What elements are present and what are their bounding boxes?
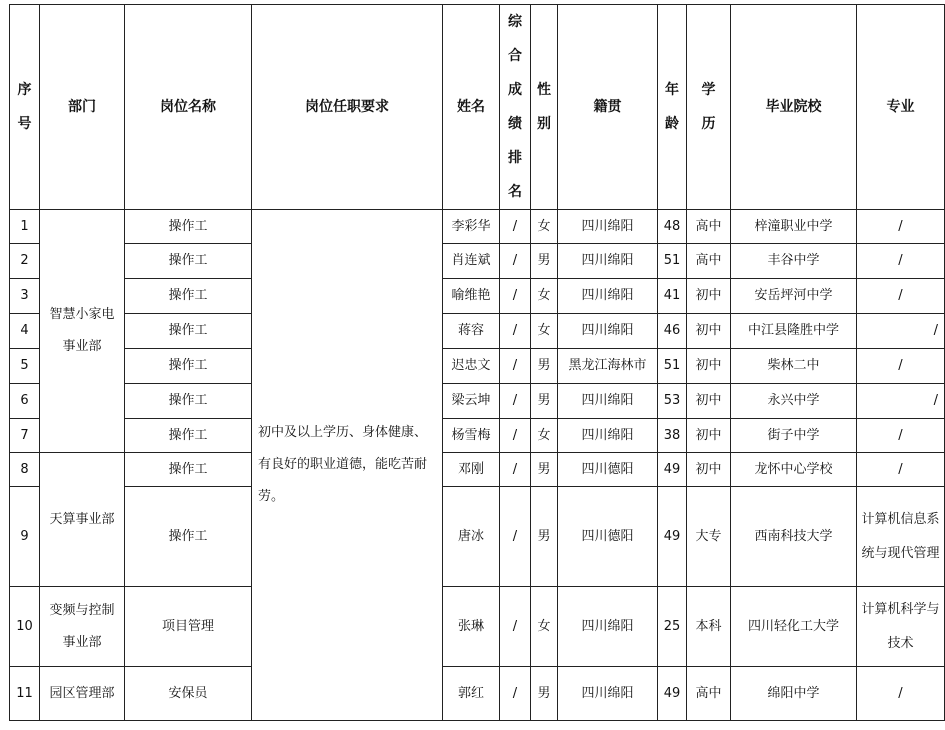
cell-origin: 四川绵阳	[558, 210, 658, 244]
cell-name: 杨雪梅	[443, 419, 500, 453]
header-major: 专业	[857, 5, 945, 210]
cell-position: 操作工	[125, 244, 252, 279]
header-dept: 部门	[40, 5, 125, 210]
cell-gender: 男	[531, 487, 558, 587]
cell-major: /	[857, 419, 945, 453]
cell-name: 李彩华	[443, 210, 500, 244]
cell-rank: /	[500, 279, 531, 314]
cell-major: /	[857, 210, 945, 244]
cell-edu: 初中	[687, 419, 731, 453]
table-row	[10, 349, 945, 384]
table-row	[10, 667, 945, 721]
cell-name: 张琳	[443, 587, 500, 667]
major-text: 计算机信息系统与现代管理	[861, 511, 940, 561]
table-row	[10, 419, 945, 453]
header-position: 岗位名称	[125, 5, 252, 210]
cell-edu: 本科	[687, 587, 731, 667]
header-rank	[500, 5, 531, 210]
cell-position: 操作工	[125, 349, 252, 384]
cell-edu: 高中	[687, 667, 731, 721]
cell-age: 38	[658, 419, 687, 453]
cell-rank: /	[500, 487, 531, 587]
cell-seq: 3	[10, 279, 40, 314]
staff-table	[9, 4, 945, 721]
table-row	[10, 487, 945, 587]
cell-edu: 初中	[687, 453, 731, 487]
cell-major: /	[857, 667, 945, 721]
header-row	[10, 5, 945, 210]
cell-name: 邓刚	[443, 453, 500, 487]
cell-age: 49	[658, 453, 687, 487]
header-seq	[10, 5, 40, 210]
cell-seq: 2	[10, 244, 40, 279]
cell-name: 郭红	[443, 667, 500, 721]
table-row	[10, 587, 945, 667]
cell-age: 49	[658, 667, 687, 721]
cell-gender: 男	[531, 244, 558, 279]
cell-seq: 5	[10, 349, 40, 384]
cell-seq: 7	[10, 419, 40, 453]
cell-gender: 男	[531, 453, 558, 487]
cell-origin: 四川德阳	[558, 453, 658, 487]
cell-rank: /	[500, 314, 531, 349]
cell-major: /	[857, 349, 945, 384]
cell-name: 蒋容	[443, 314, 500, 349]
cell-seq: 4	[10, 314, 40, 349]
cell-school: 丰谷中学	[731, 244, 857, 279]
cell-origin: 四川绵阳	[558, 384, 658, 419]
cell-name: 喻维艳	[443, 279, 500, 314]
cell-origin: 四川绵阳	[558, 314, 658, 349]
cell-name: 唐冰	[443, 487, 500, 587]
header-rank-label: 综合成绩排名	[508, 14, 522, 200]
cell-gender: 女	[531, 210, 558, 244]
cell-origin: 四川绵阳	[558, 667, 658, 721]
cell-seq: 11	[10, 667, 40, 721]
cell-edu: 初中	[687, 349, 731, 384]
cell-seq: 6	[10, 384, 40, 419]
cell-gender: 男	[531, 349, 558, 384]
cell-age: 48	[658, 210, 687, 244]
header-edu	[687, 5, 731, 210]
cell-age: 53	[658, 384, 687, 419]
cell-major	[857, 487, 945, 587]
cell-position: 操作工	[125, 453, 252, 487]
cell-position: 操作工	[125, 419, 252, 453]
cell-dept: 园区管理部	[40, 667, 125, 721]
header-gender-label: 性别	[537, 82, 551, 132]
table-row	[10, 453, 945, 487]
cell-school: 中江县隆胜中学	[731, 314, 857, 349]
cell-gender: 男	[531, 384, 558, 419]
cell-edu: 初中	[687, 279, 731, 314]
header-age-label: 年龄	[665, 82, 679, 132]
header-name: 姓名	[443, 5, 500, 210]
cell-position: 操作工	[125, 279, 252, 314]
dept-label: 变频与控制事业部	[49, 602, 115, 650]
dept-label: 智慧小家电事业部	[49, 307, 115, 354]
cell-age: 25	[658, 587, 687, 667]
cell-rank: /	[500, 384, 531, 419]
cell-position: 项目管理	[125, 587, 252, 667]
cell-major: /	[857, 314, 945, 349]
cell-edu: 大专	[687, 487, 731, 587]
cell-position: 操作工	[125, 210, 252, 244]
cell-origin: 四川绵阳	[558, 244, 658, 279]
cell-school: 安岳坪河中学	[731, 279, 857, 314]
cell-origin: 四川绵阳	[558, 279, 658, 314]
staff-table-container	[9, 4, 945, 721]
major-text: 计算机科学与技术	[861, 601, 940, 651]
cell-major: /	[857, 244, 945, 279]
cell-rank: /	[500, 210, 531, 244]
cell-position: 操作工	[125, 314, 252, 349]
cell-edu: 高中	[687, 244, 731, 279]
cell-dept	[40, 210, 125, 453]
cell-dept: 天算事业部	[40, 453, 125, 587]
header-origin: 籍贯	[558, 5, 658, 210]
cell-school: 西南科技大学	[731, 487, 857, 587]
cell-school: 四川轻化工大学	[731, 587, 857, 667]
cell-major: /	[857, 384, 945, 419]
cell-school: 柴林二中	[731, 349, 857, 384]
cell-age: 41	[658, 279, 687, 314]
cell-origin: 四川德阳	[558, 487, 658, 587]
cell-gender: 女	[531, 314, 558, 349]
cell-rank: /	[500, 587, 531, 667]
cell-origin: 四川绵阳	[558, 419, 658, 453]
cell-edu: 初中	[687, 384, 731, 419]
cell-school: 绵阳中学	[731, 667, 857, 721]
cell-age: 51	[658, 244, 687, 279]
cell-edu: 初中	[687, 314, 731, 349]
cell-rank: /	[500, 349, 531, 384]
cell-requirement: 初中及以上学历、身体健康、有良好的职业道德，能吃苦耐劳。	[252, 210, 443, 721]
cell-seq: 10	[10, 587, 40, 667]
cell-gender: 女	[531, 279, 558, 314]
table-row	[10, 244, 945, 279]
cell-name: 梁云坤	[443, 384, 500, 419]
cell-seq: 1	[10, 210, 40, 244]
header-age	[658, 5, 687, 210]
cell-age: 46	[658, 314, 687, 349]
cell-major: /	[857, 453, 945, 487]
cell-dept	[40, 587, 125, 667]
cell-age: 49	[658, 487, 687, 587]
table-row	[10, 314, 945, 349]
cell-position: 操作工	[125, 384, 252, 419]
table-row	[10, 384, 945, 419]
header-school: 毕业院校	[731, 5, 857, 210]
cell-seq: 8	[10, 453, 40, 487]
header-requirement: 岗位任职要求	[252, 5, 443, 210]
cell-position: 操作工	[125, 487, 252, 587]
header-seq-label: 序号	[17, 82, 32, 132]
cell-origin: 四川绵阳	[558, 587, 658, 667]
header-gender	[531, 5, 558, 210]
cell-gender: 女	[531, 419, 558, 453]
cell-rank: /	[500, 453, 531, 487]
cell-position: 安保员	[125, 667, 252, 721]
cell-name: 肖连斌	[443, 244, 500, 279]
cell-gender: 女	[531, 587, 558, 667]
cell-age: 51	[658, 349, 687, 384]
cell-gender: 男	[531, 667, 558, 721]
cell-edu: 高中	[687, 210, 731, 244]
cell-name: 迟忠文	[443, 349, 500, 384]
table-row	[10, 210, 945, 244]
cell-rank: /	[500, 667, 531, 721]
header-edu-label: 学历	[701, 82, 716, 132]
cell-major: /	[857, 279, 945, 314]
cell-school: 永兴中学	[731, 384, 857, 419]
cell-school: 梓潼职业中学	[731, 210, 857, 244]
cell-rank: /	[500, 244, 531, 279]
cell-rank: /	[500, 419, 531, 453]
cell-major	[857, 587, 945, 667]
cell-school: 街子中学	[731, 419, 857, 453]
cell-origin: 黑龙江海林市	[558, 349, 658, 384]
table-row	[10, 279, 945, 314]
cell-school: 龙怀中心学校	[731, 453, 857, 487]
cell-seq: 9	[10, 487, 40, 587]
